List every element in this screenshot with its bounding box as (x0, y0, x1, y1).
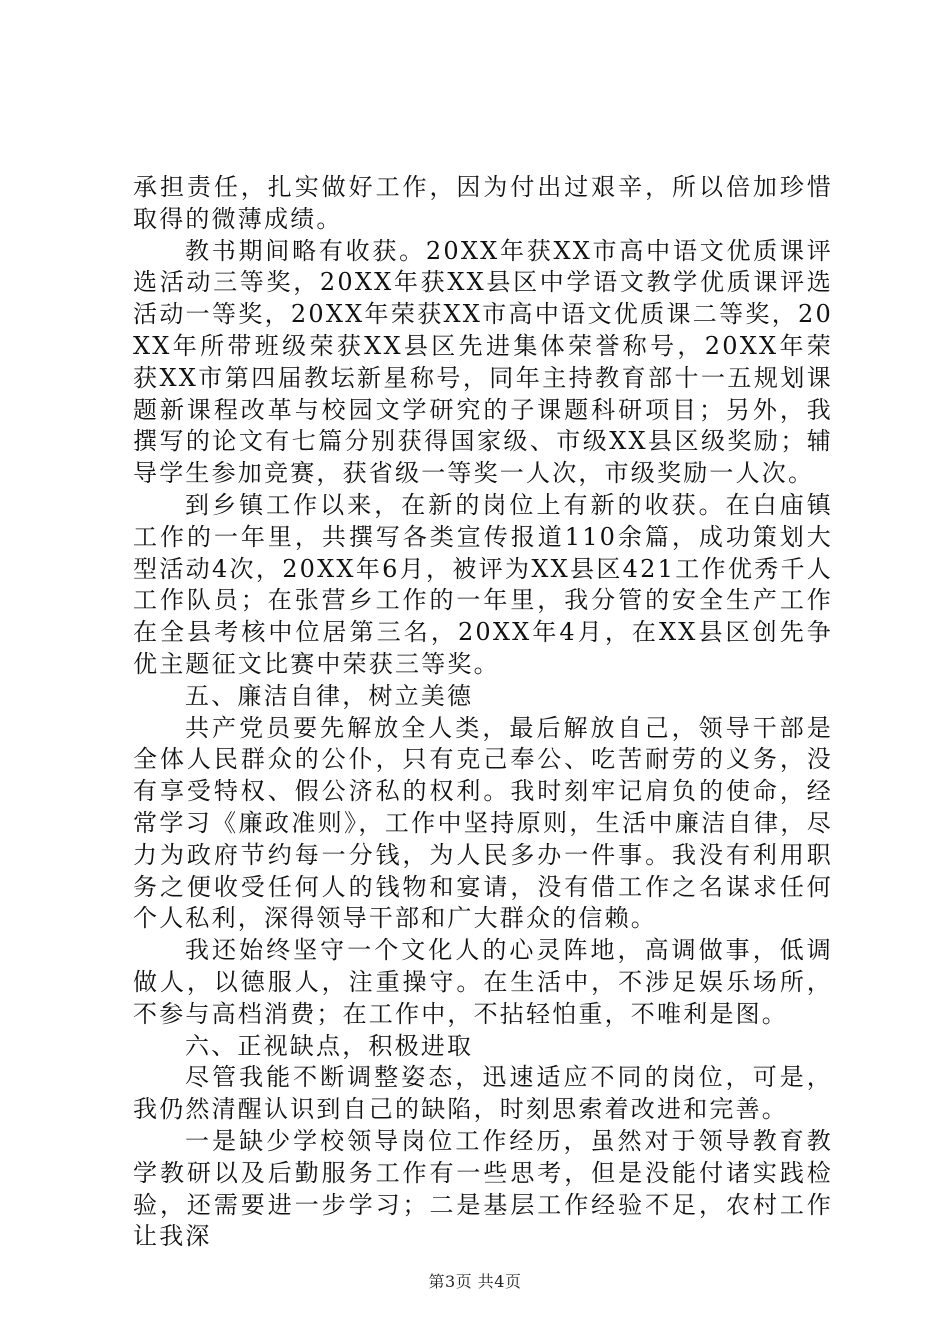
paragraph-8: 尽管我能不断调整姿态，迅速适应不同的岗位，可是，我仍然清醒认识到自己的缺陷，时刻思索着改进和完善。 (133, 1063, 833, 1124)
paragraph-1: 承担责任，扎实做好工作，因为付出过艰辛，所以倍加珍惜取得的微薄成绩。 (133, 173, 833, 233)
paragraph-5: 共产党员要先解放全人类，最后解放自己，领导干部是全体人民群众的公仆，只有克己奉公、吃苦耐劳的义务，没有享受特权、假公济私的权利。我时刻牢记肩负的使命，经常学习《廉政准则》，工作中坚持原则，生活中廉洁自律，尽力为政府节约每一分钱，为人民多办一件事。我没有利用职务之便收受任何人的钱物和宴请，没有借工作之名谋求任何个人私利，深得领导干部和广大群众的信赖。 (133, 713, 833, 933)
paragraph-2: 教书期间略有收获。20XX年获XX市高中语文优质课评选活动三等奖，20XX年获XX县区中学语文教学优质课评选活动一等奖，20XX年荣获XX市高中语文优质课二等奖，20XX年所带班级荣获XX县区先进集体荣誉称号，20XX年荣获XX市第四届教坛新星称号，同年主持教育部十一五规划课题新课程改革与校园文学研究的子课题科研项目；另外，我撰写的论文有七篇分别获得国家级、市级XX县区级奖励；辅导学生参加竞赛，获省级一等奖一人次，市级奖励一人次。 (133, 236, 833, 488)
paragraph-9: 一是缺少学校领导岗位工作经历，虽然对于领导教育教学教研以及后勤服务工作有一些思考，但是没能付诸实践检验，还需要进一步学习；二是基层工作经验不足，农村工作让我深 (133, 1126, 833, 1251)
paragraph-6: 我还始终坚守一个文化人的心灵阵地，高调做事，低调做人，以德服人，注重操守。在生活中，不涉足娱乐场所，不参与高档消费；在工作中，不拈轻怕重，不唯利是图。 (133, 936, 833, 1028)
section-heading-6: 六、正视缺点，积极进取 (185, 1031, 474, 1060)
page-footer: 第3页 共4页 (428, 1272, 522, 1291)
section-heading-5: 五、廉洁自律，树立美德 (185, 681, 474, 710)
document-body (133, 172, 833, 1253)
paragraph-3: 到乡镇工作以来，在新的岗位上有新的收获。在白庙镇工作的一年里，共撰写各类宣传报道110余篇，成功策划大型活动4次，20XX年6月，被评为XX县区421工作优秀千人工作队员；在张营乡工作的一年里，我分管的安全生产工作在全县考核中位居第三名，20XX年4月，在XX县区创先争优主题征文比赛中荣获三等奖。 (133, 490, 833, 678)
